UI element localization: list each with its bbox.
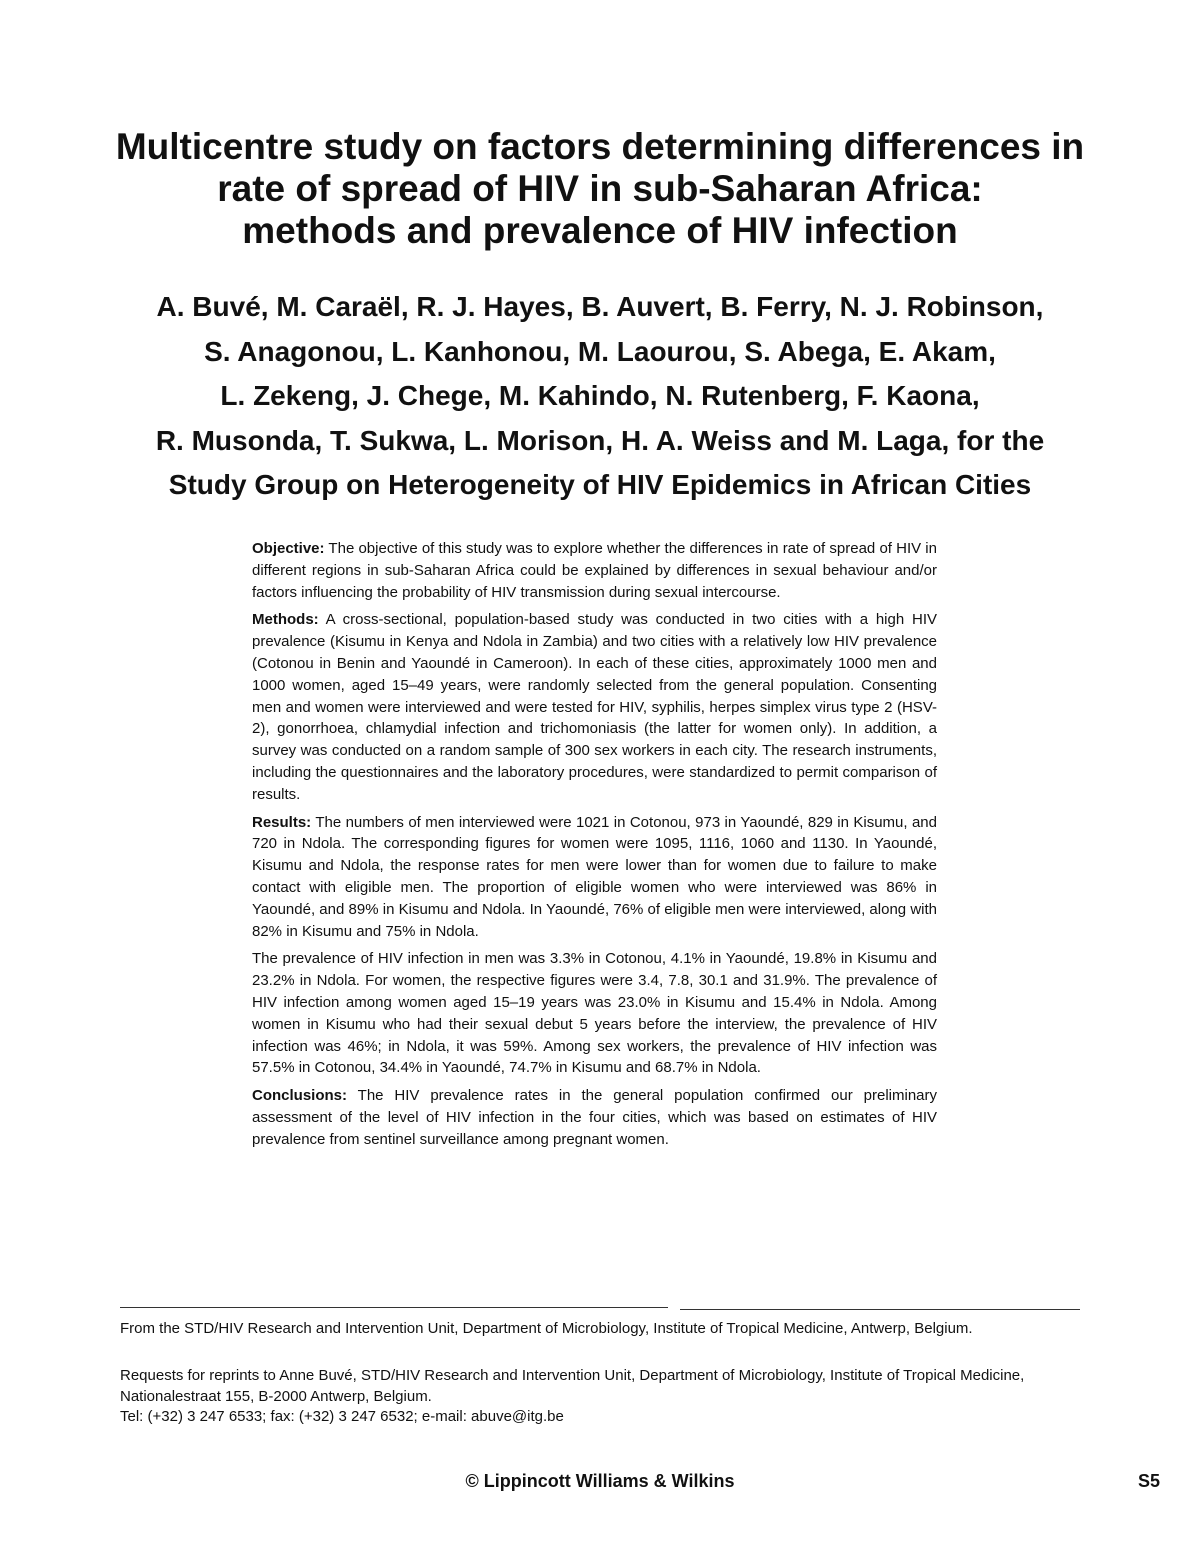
reprints-footnote: Requests for reprints to Anne Buvé, STD/HIV Research and Intervention Unit, Department of Microbiology, Institute of Tropical Medicine, Nationalestraat 155, B-2000 Antwerp, Belgium. — [120, 1367, 1025, 1405]
title-line: methods and prevalence of HIV infection — [242, 210, 958, 251]
author-line: L. Zekeng, J. Chege, M. Kahindo, N. Rutenberg, F. Kaona, — [220, 380, 980, 411]
abstract-section-text: A cross-sectional, population-based study was conducted in two cities with a high HIV prevalence (Kisumu in Kenya and Ndola in Zambia) and two cities with a relatively low HIV prevalence (Cotonou in Benin and Yaoundé in Cameroon). In each of these cities, approximately 1000 men and 1000 women, aged 15–49 years, were randomly selected from the general population. Consenting men and women were interviewed and were tested for HIV, syphilis, herpes simplex virus type 2 (HSV-2), gonorrhoea, chlamydial infection and trichomoniasis (the latter for women only). In addition, a survey was conducted on a random sample of 300 sex workers in each city. The research instruments, including the questionnaires and the laboratory procedures, were standardized to permit comparison of results. — [252, 611, 937, 803]
author-line: S. Anagonou, L. Kanhonou, M. Laourou, S. Abega, E. Akam, — [204, 335, 996, 367]
contact-footnote: Tel: (+32) 3 247 6533; fax: (+32) 3 247 6532; e-mail: abuve@itg.be — [120, 1408, 564, 1425]
abstract-methods — [252, 609, 937, 805]
article-title — [80, 126, 1120, 252]
title-line: Multicentre study on factors determining differences in — [115, 126, 1085, 167]
abstract-conclusions — [252, 1085, 937, 1150]
abstract-section-label: Conclusions: — [252, 1087, 348, 1105]
author-line: R. Musonda, T. Sukwa, L. Morison, H. A. Weiss and M. Laga, for the — [155, 424, 1045, 456]
abstract-results-continued: The prevalence of HIV infection in men was 3.3% in Cotonou, 4.1% in Yaoundé, 19.8% in Kisumu and 23.2% in Ndola. For women, the respective figures were 3.4, 7.8, 30.1 and 31.9%. The prevalence of HIV infection among women aged 15–19 years was 23.0% in Kisumu and 15.4% in Ndola. Among women in Kisumu who had their sexual debut 5 years before the interview, the prevalence of HIV infection was 46%; in Ndola, it was 59%. Among sex workers, the prevalence of HIV infection was 57.5% in Cotonou, 34.4% in Yaoundé, 74.7% in Kisumu and 68.7% in Ndola. — [252, 950, 937, 1077]
abstract-section-label: Methods: — [252, 611, 319, 629]
page-number: S5 — [1137, 1471, 1160, 1491]
abstract-results — [252, 812, 937, 943]
abstract-section-text: The HIV prevalence rates in the general population confirmed our preliminary assessment of the level of HIV infection in the four cities, which was based on estimates of HIV prevalence from sentinel surveillance among pregnant women. — [252, 1087, 937, 1148]
publisher-copyright: © Lippincott Williams & Wilkins — [465, 1471, 735, 1491]
affiliation-footnote: From the STD/HIV Research and Intervention Unit, Department of Microbiology, Institute of Tropical Medicine, Antwerp, Belgium. — [120, 1320, 973, 1337]
abstract — [252, 538, 937, 1157]
footnote-divider — [680, 1309, 1080, 1310]
abstract-section-label: Objective: — [252, 540, 325, 557]
footnote-divider — [120, 1307, 668, 1308]
abstract-section-text: The numbers of men interviewed were 1021 in Cotonou, 973 in Yaoundé, 829 in Kisumu, and 720 in Ndola. The corresponding figures for women were 1095, 1116, 1060 and 1130. In Yaoundé, Kisumu and Ndola, the response rates for men were lower than for women due to failure to make contact with eligible men. The proportion of eligible women who were interviewed was 86% in Yaoundé, and 89% in Kisumu and Ndola. In Yaoundé, 76% of eligible men were interviewed, along with 82% in Kisumu and 75% in Ndola. — [252, 813, 937, 940]
author-list — [60, 285, 1140, 508]
author-line: Study Group on Heterogeneity of HIV Epidemics in African Cities — [168, 469, 1032, 500]
abstract-objective — [252, 538, 937, 603]
abstract-section-text: The objective of this study was to explore whether the differences in rate of spread of HIV in different regions in sub-Saharan Africa could be explained by differences in sexual behaviour and/or factors influencing the probability of HIV transmission during sexual intercourse. — [252, 540, 937, 601]
abstract-section-label: Results: — [252, 813, 312, 831]
author-line: A. Buvé, M. Caraël, R. J. Hayes, B. Auvert, B. Ferry, N. J. Robinson, — [156, 291, 1044, 322]
title-line: rate of spread of HIV in sub-Saharan Africa: — [217, 168, 983, 209]
